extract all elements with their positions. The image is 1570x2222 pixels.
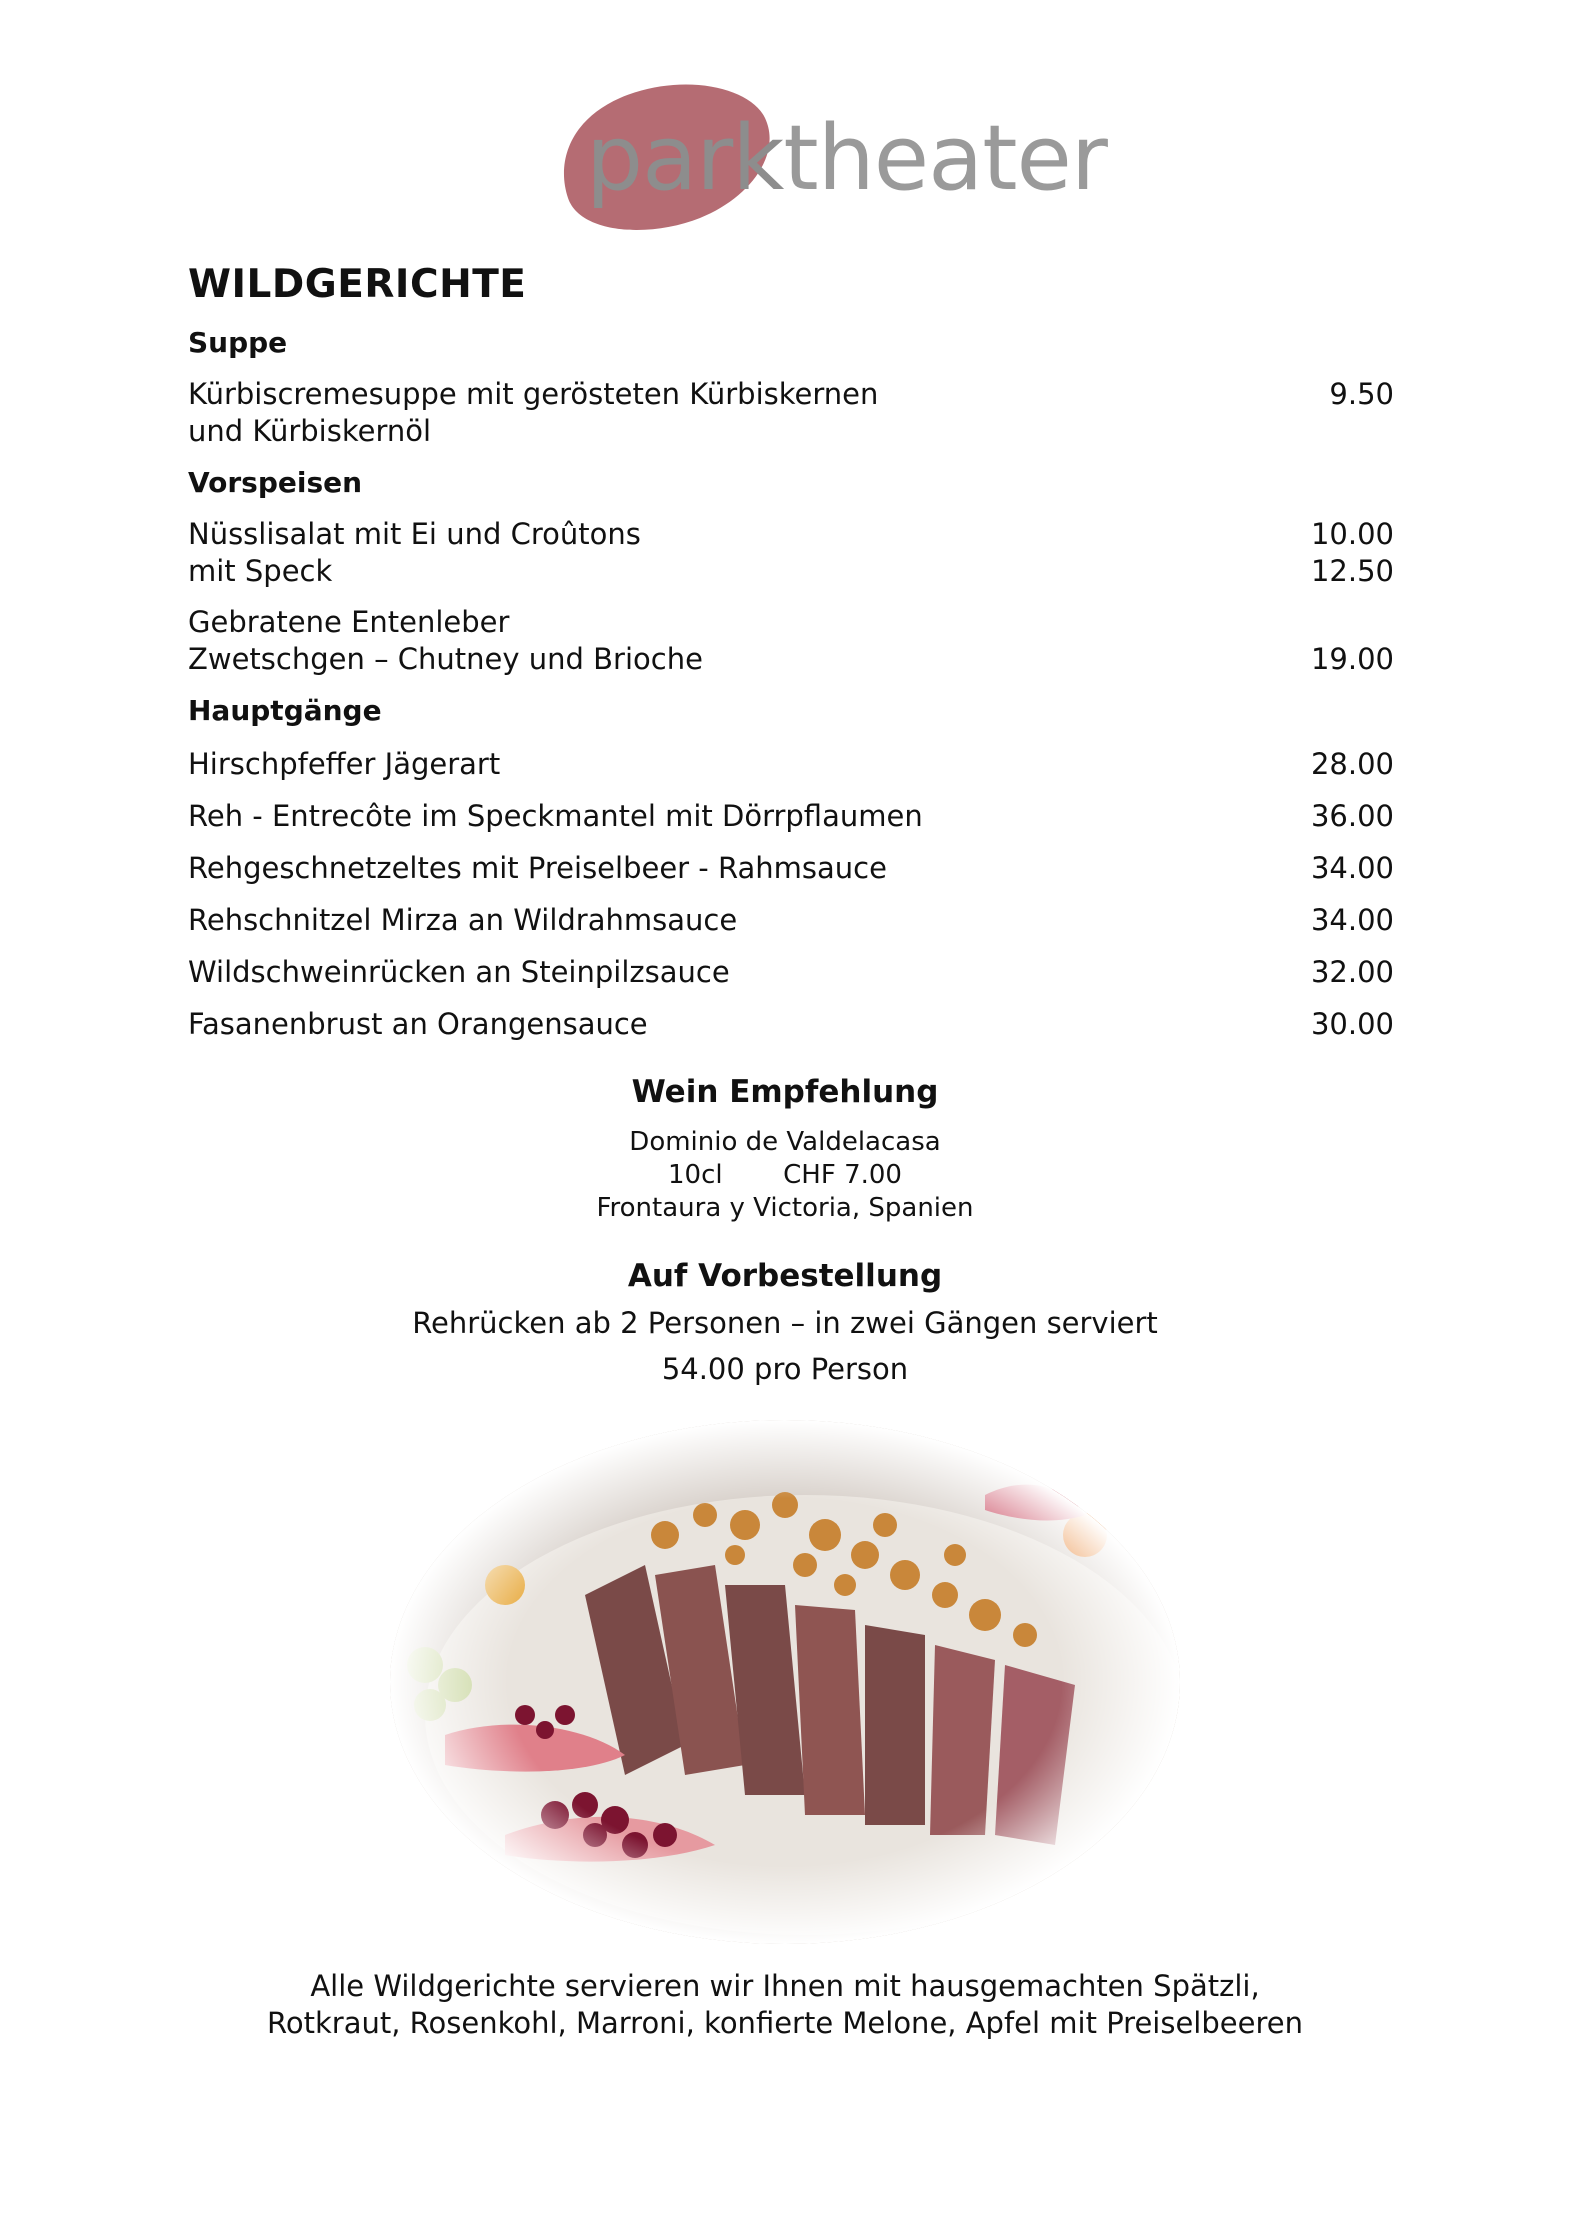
item-name: Kürbiscremesuppe mit gerösteten Kürbiskernen [188,377,879,411]
parktheater-logo [560,78,1107,238]
menu-item-main [188,746,1394,783]
menu-item-main [188,850,1394,887]
footer-line: Alle Wildgerichte servieren wir Ihnen mit hausgemachten Spätzli, [310,1969,1260,2003]
preorder-block [0,1258,1570,1392]
menu-item-main [188,798,1394,835]
wine-origin: Frontaura y Victoria, Spanien [596,1193,974,1223]
menu-item-kuerbissuppe [188,376,1394,450]
item-name-continued: Zwetschgen – Chutney und Brioche [188,642,703,676]
item-option: mit Speck [188,554,333,588]
wine-volume-price [0,1159,1570,1192]
item-name-continued: und Kürbiskernöl [188,414,432,448]
menu-item-entenleber [188,604,1394,678]
item-price: 36.00 [1310,799,1394,833]
item-price: 19.00 [1310,642,1394,676]
preorder-heading: Auf Vorbestellung [627,1258,943,1294]
item-name: Hirschpfeffer Jägerart [188,747,501,781]
item-name: Gebratene Entenleber [188,605,510,639]
item-name: Nüsslisalat mit Ei und Croûtons [188,517,641,551]
wine-recommendation [0,1074,1570,1225]
preorder-description: Rehrücken ab 2 Personen – in zwei Gängen serviert [412,1306,1158,1340]
item-price: 34.00 [1310,903,1394,937]
wine-price: CHF 7.00 [783,1160,902,1190]
item-option-price: 12.50 [1310,554,1394,588]
footer-note [0,1968,1570,2042]
item-price: 28.00 [1310,747,1394,781]
section-title-vorspeisen: Vorspeisen [188,466,363,499]
item-name: Rehschnitzel Mirza an Wildrahmsauce [188,903,738,937]
item-price: 10.00 [1310,517,1394,551]
item-price: 9.50 [1329,377,1394,411]
game-dish-photo [385,1415,1185,1950]
item-price: 32.00 [1310,955,1394,989]
preorder-price: 54.00 pro Person [661,1352,909,1386]
wine-name: Dominio de Valdelacasa [629,1127,941,1157]
item-name: Wildschweinrücken an Steinpilzsauce [188,955,730,989]
page-title: WILDGERICHTE [188,262,527,307]
item-name: Reh - Entrecôte im Speckmantel mit Dörrpflaumen [188,799,923,833]
menu-item-nuesslisalat [188,516,1394,590]
item-price: 34.00 [1310,851,1394,885]
logo-wordmark: parktheater [586,106,1107,211]
section-title-hauptgaenge: Hauptgänge [188,694,382,727]
item-name: Fasanenbrust an Orangensauce [188,1007,648,1041]
menu-item-main [188,1006,1394,1043]
dish-photo-icon [385,1415,1185,1950]
section-title-suppe: Suppe [188,326,288,359]
menu-item-main [188,902,1394,939]
wine-heading: Wein Empfehlung [631,1074,939,1110]
item-price: 30.00 [1310,1007,1394,1041]
menu-item-main [188,954,1394,991]
item-name: Rehgeschnetzeltes mit Preiselbeer - Rahmsauce [188,851,887,885]
wine-volume: 10cl [668,1160,723,1190]
footer-line: Rotkraut, Rosenkohl, Marroni, konfierte Melone, Apfel mit Preiselbeeren [267,2006,1303,2040]
